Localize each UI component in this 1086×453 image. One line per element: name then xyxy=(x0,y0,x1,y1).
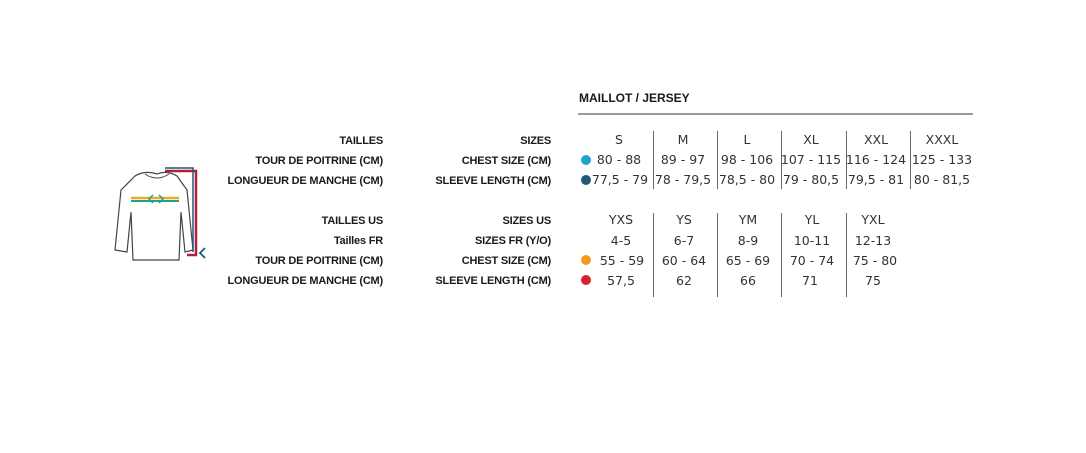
sleeve-cell: 79 - 80,5 xyxy=(782,172,840,187)
sleeve-cell: 80 - 81,5 xyxy=(913,172,971,187)
label-tour-de-poitrine: TOUR DE POITRINE (CM) xyxy=(255,155,383,167)
size-cell: XL xyxy=(803,132,819,147)
size-us-cell: YXS xyxy=(608,212,634,227)
kids-chest-cell: 70 - 74 xyxy=(789,253,835,268)
kids-chest-cell: 65 - 69 xyxy=(725,253,771,268)
sleeve-cell: 78,5 - 80 xyxy=(718,172,776,187)
label-tour-de-poitrine-kids: TOUR DE POITRINE (CM) xyxy=(255,255,383,267)
kids-sleeve-cell: 57,5 xyxy=(607,273,635,288)
label-tailles-us: TAILLES US xyxy=(321,215,383,227)
sleeve-cell: 79,5 - 81 xyxy=(847,172,905,187)
chest-cell: 107 - 115 xyxy=(780,152,842,167)
chart-title: MAILLOT / JERSEY xyxy=(579,91,690,105)
sleeve-cell: 78 - 79,5 xyxy=(654,172,712,187)
label-sleeve-length-kids: SLEEVE LENGTH (CM) xyxy=(435,275,551,287)
size-us-cell: YS xyxy=(676,212,692,227)
size-fr-cell: 12-13 xyxy=(854,233,892,248)
label-longueur-de-manche-kids: LONGUEUR DE MANCHE (CM) xyxy=(227,275,383,287)
chest-cell: 98 - 106 xyxy=(720,152,774,167)
kids-sleeve-cell: 62 xyxy=(676,273,692,288)
size-fr-cell: 8-9 xyxy=(737,233,759,248)
kids-sleeve-cell: 71 xyxy=(802,273,818,288)
label-tailles-fr: Tailles FR xyxy=(333,235,383,247)
kids-sleeve-cell: 66 xyxy=(740,273,756,288)
kids-chest-cell: 55 - 59 xyxy=(599,253,645,268)
size-cell: M xyxy=(677,132,689,147)
size-fr-cell: 6-7 xyxy=(673,233,695,248)
label-chest-size: CHEST SIZE (CM) xyxy=(461,155,551,167)
kids-chest-cell: 75 - 80 xyxy=(852,253,898,268)
chest-cell: 89 - 97 xyxy=(660,152,706,167)
label-sizes-us: SIZES US xyxy=(502,215,551,227)
size-us-cell: YXL xyxy=(861,212,885,227)
chevron-left-icon xyxy=(198,245,208,259)
size-cell: XXXL xyxy=(925,132,959,147)
chest-cell: 80 - 88 xyxy=(596,152,642,167)
kids-sleeve-cell: 75 xyxy=(865,273,881,288)
label-sleeve-length: SLEEVE LENGTH (CM) xyxy=(435,175,551,187)
size-cell: XXL xyxy=(863,132,889,147)
size-fr-cell: 10-11 xyxy=(793,233,831,248)
label-chest-size-kids: CHEST SIZE (CM) xyxy=(461,255,551,267)
label-sizes: SIZES xyxy=(520,135,551,147)
chest-cell: 116 - 124 xyxy=(845,152,907,167)
sleeve-cell: 77,5 - 79 xyxy=(591,172,649,187)
kids-chest-cell: 60 - 64 xyxy=(661,253,707,268)
label-longueur-de-manche: LONGUEUR DE MANCHE (CM) xyxy=(227,175,383,187)
size-cell: L xyxy=(743,132,751,147)
size-us-cell: YL xyxy=(804,212,820,227)
label-sizes-fr: SIZES FR (Y/O) xyxy=(474,235,551,247)
title-divider xyxy=(578,113,973,115)
size-cell: S xyxy=(615,132,623,147)
size-us-cell: YM xyxy=(738,212,758,227)
size-fr-cell: 4-5 xyxy=(610,233,632,248)
chest-cell: 125 - 133 xyxy=(911,152,973,167)
label-tailles: TAILLES xyxy=(339,135,383,147)
